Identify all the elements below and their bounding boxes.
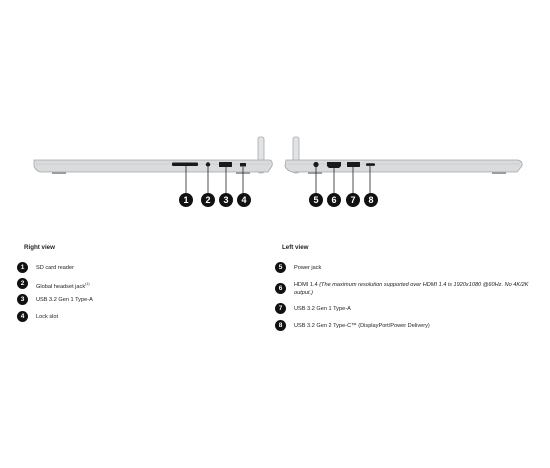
power-jack-port xyxy=(313,162,318,167)
left-view-title: Left view xyxy=(282,244,309,251)
legend-badge-1: 1 xyxy=(17,262,28,273)
legend-badge-8: 8 xyxy=(275,320,286,331)
svg-text:8: 8 xyxy=(368,195,374,205)
svg-text:2: 2 xyxy=(205,195,211,205)
svg-text:5: 5 xyxy=(313,195,319,205)
svg-text:4: 4 xyxy=(241,195,247,205)
callout-4 xyxy=(237,193,251,207)
right-side-laptop xyxy=(34,137,272,207)
hdmi-port xyxy=(327,162,341,168)
legend-item-7 xyxy=(275,303,351,314)
svg-text:1: 1 xyxy=(183,195,189,205)
legend-label-1: SD card reader xyxy=(36,264,74,271)
sd-card-slot xyxy=(172,163,198,167)
laptop-side-views xyxy=(0,0,550,220)
legend-label-4: Lock slot xyxy=(36,313,59,320)
svg-text:7: 7 xyxy=(350,195,356,205)
legend-item-2 xyxy=(17,278,90,290)
right-laptop-base xyxy=(34,160,272,172)
legend-item-6 xyxy=(275,281,535,297)
left-laptop-base xyxy=(285,160,522,172)
hdmi-note: (The maximum resolution supported over HDMI 1.4 is 1920x1080 @60Hz. No 4K/2K output.) xyxy=(294,282,529,296)
usb-a-port-left xyxy=(347,162,360,167)
legend-item-1 xyxy=(17,262,74,273)
legend-item-3 xyxy=(17,294,93,305)
usb-c-port xyxy=(366,163,375,166)
legend-badge-5: 5 xyxy=(275,262,286,273)
callout-7 xyxy=(346,193,360,207)
legend-label-8: USB 3.2 Gen 2 Type-C™ (DisplayPort/Power Delivery) xyxy=(294,322,430,329)
legend-badge-6: 6 xyxy=(275,283,286,294)
callout-2 xyxy=(201,193,215,207)
left-side-laptop xyxy=(285,137,522,207)
callout-6 xyxy=(327,193,341,207)
legend-label-2: Global headset jack$^{(1)}$ xyxy=(36,281,90,290)
callout-1 xyxy=(179,193,193,207)
right-view-title: Right view xyxy=(24,244,55,251)
footnote-marker: (1) xyxy=(85,281,90,286)
lock-slot xyxy=(240,163,246,167)
legend-badge-2: 2 xyxy=(17,278,28,289)
callout-5 xyxy=(309,193,323,207)
callout-3 xyxy=(219,193,233,207)
legend-badge-4: 4 xyxy=(17,311,28,322)
svg-text:3: 3 xyxy=(223,195,229,205)
legend-badge-7: 7 xyxy=(275,303,286,314)
legend-label-5: Power jack xyxy=(294,264,322,271)
legend-badge-3: 3 xyxy=(17,294,28,305)
legend-item-5 xyxy=(275,262,321,273)
legend-label-6: HDMI 1.4 (The maximum resolution supported over HDMI 1.4 is 1920x1080 @60Hz. No 4K/2K output.) xyxy=(294,282,529,296)
legend-label-3: USB 3.2 Gen 1 Type-A xyxy=(36,296,93,303)
headset-jack-port xyxy=(206,162,210,166)
svg-text:6: 6 xyxy=(331,195,337,205)
legend-item-4 xyxy=(17,311,58,322)
legend-item-8 xyxy=(275,320,430,331)
callout-8 xyxy=(364,193,378,207)
usb-a-port-right xyxy=(219,162,232,167)
legend-label-7: USB 3.2 Gen 1 Type-A xyxy=(294,305,351,312)
